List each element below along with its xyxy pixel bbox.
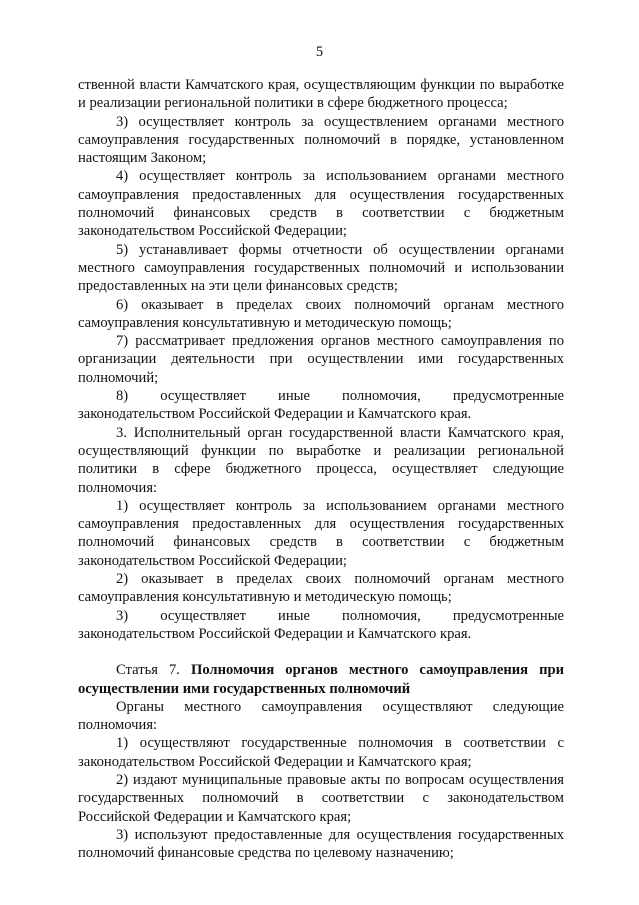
list-item: 5) устанавливает формы отчетности об осуществлении органами местного самоуправления государственных полномочий и использовании предоставленных на эти цели финансовых средств; [78, 241, 564, 295]
list-item: 1) осуществляют государственные полномочия в соответствии с законодательством Российской Федерации и Камчатского края; [78, 735, 564, 770]
page-number: 5 [315, 44, 324, 60]
list-item: 2) издают муниципальные правовые акты по вопросам осуществления государственных полномочий в соответствии с законодательством Российской Федерации и Камчатского края; [78, 771, 564, 825]
document-body [78, 76, 564, 862]
list-item: 8) осуществляет иные полномочия, предусмотренные законодательством Российской Федерации и Камчатского края. [78, 388, 564, 423]
article-heading [78, 661, 564, 698]
article-prefix: Статья 7. [116, 662, 191, 679]
list-item: 4) осуществляет контроль за использованием органами местного самоуправления предоставленных для осуществления государственных полномочий финансовых средств в соответствии с бюджетным законодательством Российской Федерации; [78, 168, 564, 240]
paragraph-continuation: ственной власти Камчатского края, осуществляющим функции по выработке и реализации региональной политики в сфере бюджетного процесса; [78, 77, 564, 112]
list-item: 3) осуществляет иные полномочия, предусмотренные законодательством Российской Федерации и Камчатского края. [78, 607, 564, 642]
article-title: Полномочия органов местного самоуправления при осуществлении ими государственных полномочий [78, 662, 565, 697]
list-item: 3) используют предоставленные для осуществления государственных полномочий финансовые средства по целевому назначению; [78, 826, 564, 862]
article-intro: Органы местного самоуправления осуществляют следующие полномочия: [78, 698, 564, 734]
list-item: 3) осуществляет контроль за осуществлением органами местного самоуправления государственных полномочий в порядке, установленном настоящим Законом; [78, 113, 564, 167]
list-item: 2) оказывает в пределах своих полномочий органам местного самоуправления консультативную и методическую помощь; [78, 571, 564, 606]
section-paragraph: 3. Исполнительный орган государственной власти Камчатского края, осуществляющий функции по выработке и реализации региональной политики в сфере бюджетного процесса, осуществляет следующие полномочия: [78, 424, 564, 496]
list-item: 6) оказывает в пределах своих полномочий органам местного самоуправления консультативную и методическую помощь; [78, 296, 564, 331]
list-item: 7) рассматривает предложения органов местного самоуправления по организации деятельности при осуществлении ими государственных полномочий; [78, 333, 564, 386]
list-item: 1) осуществляет контроль за использованием органами местного самоуправления предоставленных для осуществления государственных полномочий финансовых средств в соответствии с бюджетным законодательством Российской Федерации; [78, 497, 564, 569]
